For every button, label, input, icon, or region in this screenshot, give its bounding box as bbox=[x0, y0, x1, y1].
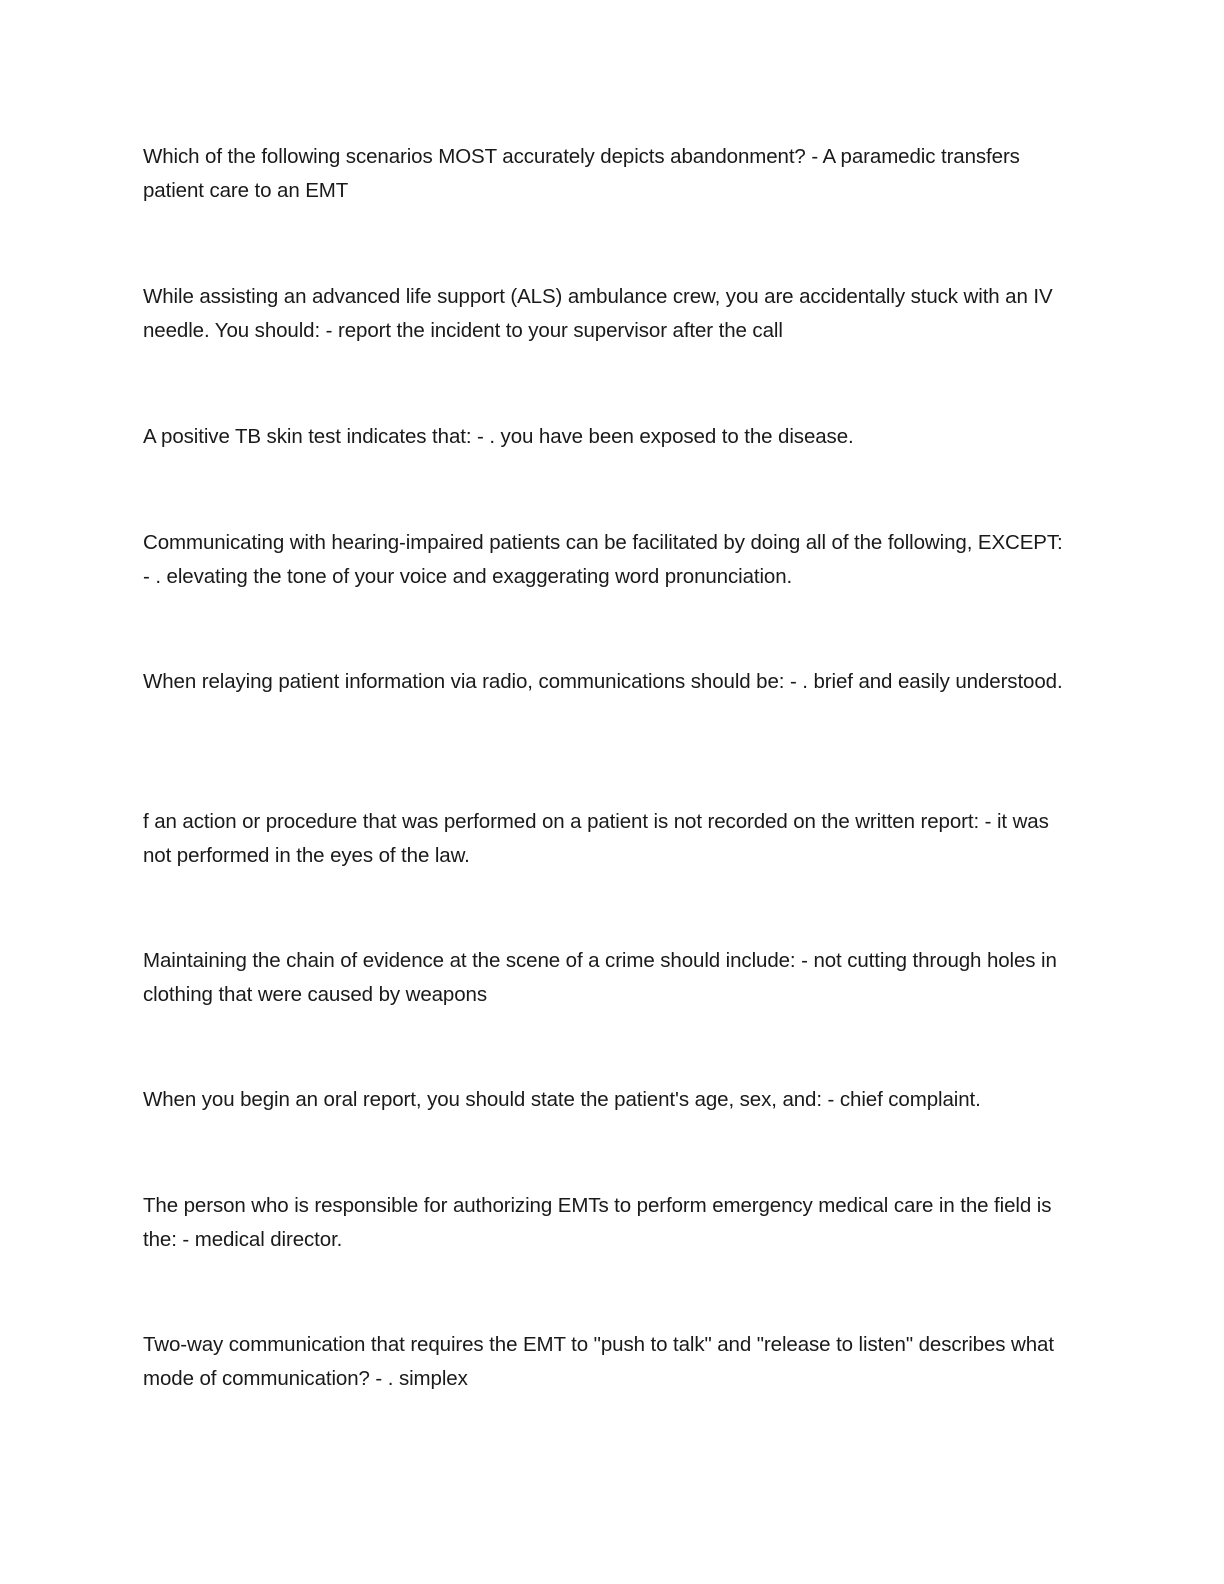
qa-entry: Which of the following scenarios MOST accurately depicts abandonment? - A paramedic transfers patient care to an EMT bbox=[143, 145, 1020, 202]
qa-entry: The person who is responsible for authorizing EMTs to perform emergency medical care in the field is the: - medical director. bbox=[143, 1194, 1052, 1251]
qa-entry: When relaying patient information via radio, communications should be: - . brief and easily understood. bbox=[143, 670, 1063, 693]
qa-entry: Communicating with hearing-impaired patients can be facilitated by doing all of the following, EXCEPT: - . elevating the tone of your voice and exaggerating word pronunciation. bbox=[143, 531, 1063, 588]
qa-entry: When you begin an oral report, you should state the patient's age, sex, and: - chief complaint. bbox=[143, 1088, 981, 1111]
qa-entry: A positive TB skin test indicates that: - . you have been exposed to the disease. bbox=[143, 425, 854, 448]
qa-entry: Two-way communication that requires the EMT to "push to talk" and "release to listen" describes what mode of communication? - . simplex bbox=[143, 1333, 1054, 1390]
qa-entry: While assisting an advanced life support (ALS) ambulance crew, you are accidentally stuck with an IV needle. You should: - report the incident to your supervisor after the call bbox=[143, 285, 1053, 342]
qa-entry: Maintaining the chain of evidence at the scene of a crime should include: - not cutting through holes in clothing that were caused by weapons bbox=[143, 949, 1057, 1006]
qa-entry: f an action or procedure that was performed on a patient is not recorded on the written report: - it was not performed in the eyes of the law. bbox=[143, 810, 1049, 867]
